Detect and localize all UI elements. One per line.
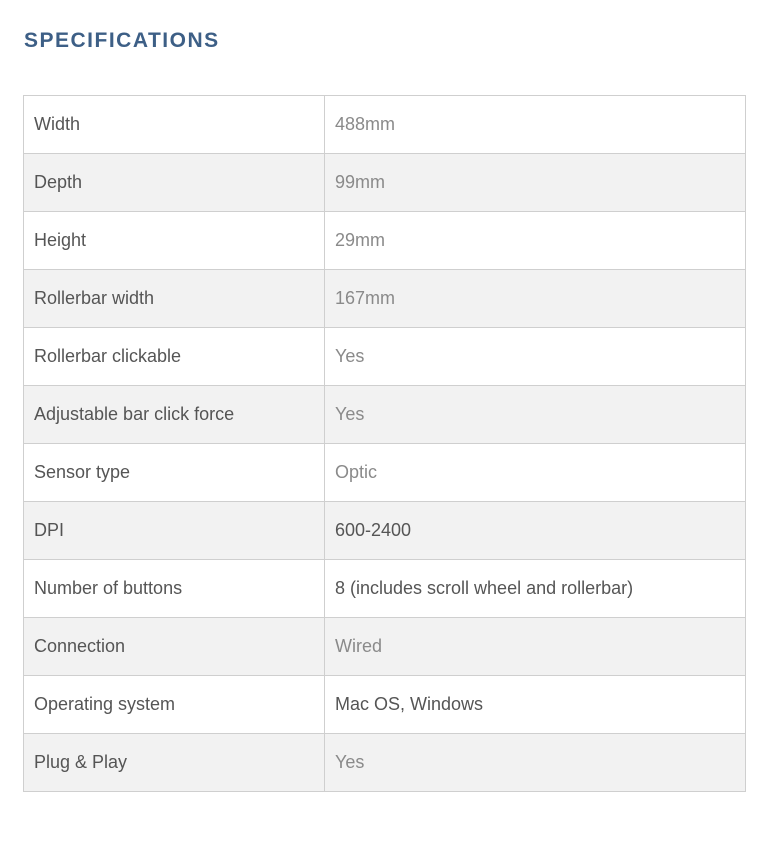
spec-label: Operating system bbox=[24, 676, 325, 734]
table-row bbox=[24, 386, 746, 444]
spec-label: DPI bbox=[24, 502, 325, 560]
spec-label: Connection bbox=[24, 618, 325, 676]
spec-value: Yes bbox=[325, 386, 746, 444]
spec-label: Adjustable bar click force bbox=[24, 386, 325, 444]
spec-value: 600-2400 bbox=[325, 502, 746, 560]
spec-value: 167mm bbox=[325, 270, 746, 328]
table-row bbox=[24, 734, 746, 792]
table-row bbox=[24, 560, 746, 618]
spec-value: Mac OS, Windows bbox=[325, 676, 746, 734]
spec-label: Rollerbar clickable bbox=[24, 328, 325, 386]
table-row bbox=[24, 676, 746, 734]
spec-value: 488mm bbox=[325, 96, 746, 154]
page-title: SPECIFICATIONS bbox=[24, 29, 220, 52]
table-row bbox=[24, 444, 746, 502]
table-row bbox=[24, 502, 746, 560]
spec-label: Sensor type bbox=[24, 444, 325, 502]
table-row bbox=[24, 328, 746, 386]
table-row bbox=[24, 96, 746, 154]
table-row bbox=[24, 618, 746, 676]
table-row bbox=[24, 154, 746, 212]
specifications-table bbox=[23, 95, 746, 792]
spec-value: 29mm bbox=[325, 212, 746, 270]
table-row bbox=[24, 270, 746, 328]
spec-label: Number of buttons bbox=[24, 560, 325, 618]
spec-label: Rollerbar width bbox=[24, 270, 325, 328]
spec-label: Plug & Play bbox=[24, 734, 325, 792]
spec-value: Yes bbox=[325, 328, 746, 386]
spec-value: Optic bbox=[325, 444, 746, 502]
spec-value: 99mm bbox=[325, 154, 746, 212]
spec-label: Width bbox=[24, 96, 325, 154]
spec-label: Height bbox=[24, 212, 325, 270]
spec-value: Wired bbox=[325, 618, 746, 676]
spec-value: Yes bbox=[325, 734, 746, 792]
table-row bbox=[24, 212, 746, 270]
spec-value: 8 (includes scroll wheel and rollerbar) bbox=[325, 560, 746, 618]
spec-label: Depth bbox=[24, 154, 325, 212]
